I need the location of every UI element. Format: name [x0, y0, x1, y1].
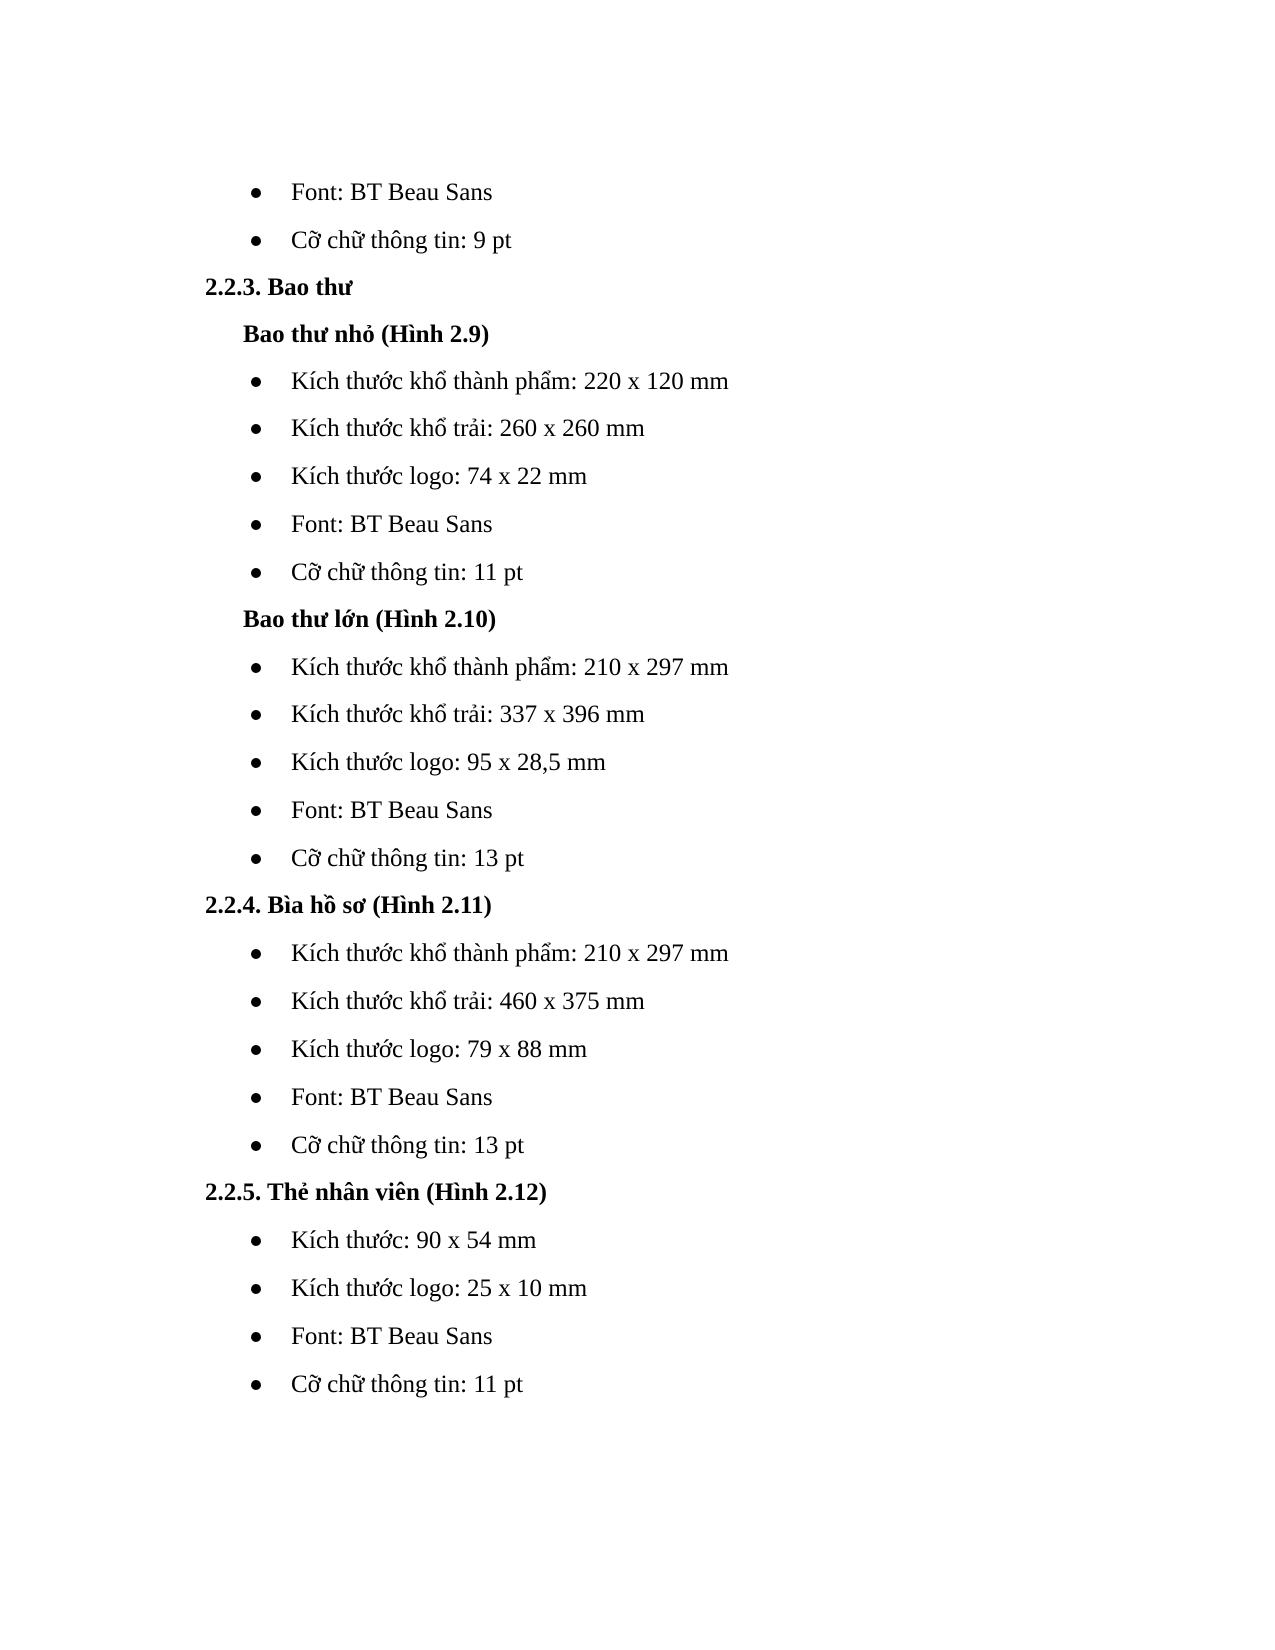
list-item-text: Cỡ chữ thông tin: 9 pt — [291, 227, 512, 254]
list-item-text: Cỡ chữ thông tin: 11 pt — [291, 1371, 524, 1398]
list-item-text: Font: BT Beau Sans — [291, 797, 493, 824]
list-item-text: Kích thước logo: 79 x 88 mm — [291, 1036, 588, 1063]
bullet-icon — [251, 377, 261, 387]
bullet-icon — [251, 663, 261, 673]
list-item — [251, 1226, 537, 1256]
bullet-icon — [251, 997, 261, 1007]
list-item — [251, 987, 645, 1017]
list-item — [251, 367, 729, 397]
list-item-text: Cỡ chữ thông tin: 11 pt — [291, 559, 524, 586]
list-item — [251, 178, 493, 208]
bullet-icon — [251, 854, 261, 864]
bullet-icon — [251, 1045, 261, 1055]
list-item — [251, 414, 645, 444]
bullet-icon — [251, 1093, 261, 1103]
bullet-icon — [251, 1236, 261, 1246]
bullet-icon — [251, 710, 261, 720]
list-item — [251, 510, 493, 540]
subheading-small-envelope: Bao thư nhỏ (Hình 2.9) — [243, 321, 490, 348]
section-heading-2-2-4: 2.2.4. Bìa hồ sơ (Hình 2.11) — [205, 892, 492, 919]
bullet-icon — [251, 188, 261, 198]
list-item — [251, 1274, 587, 1304]
subheading-large-envelope: Bao thư lớn (Hình 2.10) — [243, 606, 497, 633]
list-item — [251, 700, 645, 730]
list-item — [251, 1035, 587, 1065]
list-item-text: Cỡ chữ thông tin: 13 pt — [291, 845, 525, 872]
list-item — [251, 1370, 523, 1400]
list-item-text: Kích thước khổ thành phẩm: 220 x 120 mm — [291, 368, 729, 395]
list-item-text: Font: BT Beau Sans — [291, 1084, 493, 1111]
list-item — [251, 844, 524, 874]
list-item — [251, 939, 729, 969]
list-item-text: Kích thước khổ trải: 460 x 375 mm — [291, 988, 645, 1015]
list-item — [251, 748, 606, 778]
list-item — [251, 1083, 493, 1113]
list-item-text: Kích thước logo: 25 x 10 mm — [291, 1275, 588, 1302]
list-item-text: Kích thước khổ trải: 260 x 260 mm — [291, 415, 645, 442]
list-item — [251, 558, 523, 588]
list-item — [251, 1322, 493, 1352]
bullet-icon — [251, 568, 261, 578]
section-heading-2-2-5: 2.2.5. Thẻ nhân viên (Hình 2.12) — [205, 1179, 547, 1206]
list-item-text: Font: BT Beau Sans — [291, 179, 493, 206]
bullet-icon — [251, 1380, 261, 1390]
list-item — [251, 796, 493, 826]
bullet-icon — [251, 1284, 261, 1294]
list-item-text: Font: BT Beau Sans — [291, 1323, 493, 1350]
list-item — [251, 1131, 524, 1161]
section-heading-2-2-3: 2.2.3. Bao thư — [205, 274, 353, 301]
bullet-icon — [251, 758, 261, 768]
list-item-text: Kích thước: 90 x 54 mm — [291, 1227, 537, 1254]
list-item — [251, 462, 587, 492]
bullet-icon — [251, 1332, 261, 1342]
bullet-icon — [251, 1141, 261, 1151]
list-item-text: Kích thước khổ thành phẩm: 210 x 297 mm — [291, 654, 729, 681]
list-item-text: Font: BT Beau Sans — [291, 511, 493, 538]
list-item — [251, 653, 729, 683]
bullet-icon — [251, 472, 261, 482]
list-item — [251, 226, 512, 256]
bullet-icon — [251, 806, 261, 816]
list-item-text: Kích thước logo: 74 x 22 mm — [291, 463, 588, 490]
list-item-text: Cỡ chữ thông tin: 13 pt — [291, 1132, 525, 1159]
bullet-icon — [251, 236, 261, 246]
list-item-text: Kích thước logo: 95 x 28,5 mm — [291, 749, 606, 776]
list-item-text: Kích thước khổ trải: 337 x 396 mm — [291, 701, 645, 728]
bullet-icon — [251, 949, 261, 959]
bullet-icon — [251, 520, 261, 530]
bullet-icon — [251, 424, 261, 434]
list-item-text: Kích thước khổ thành phẩm: 210 x 297 mm — [291, 940, 729, 967]
